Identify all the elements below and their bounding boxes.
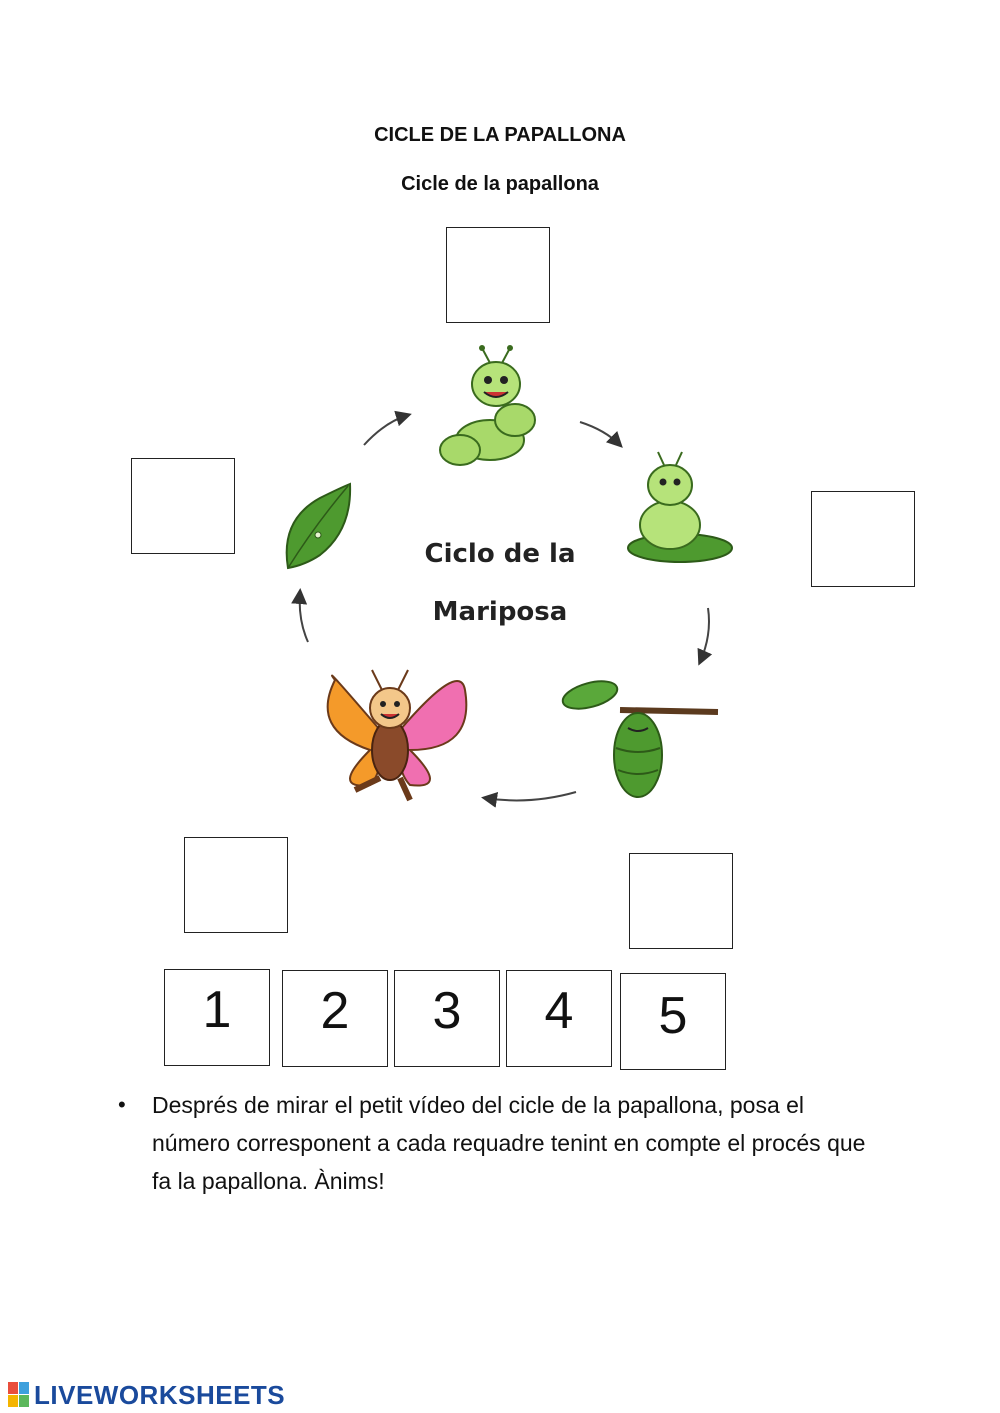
cycle-arrow [300, 592, 308, 642]
cycle-arrow [580, 422, 620, 445]
bullet: • [118, 1092, 126, 1117]
chrysalis-icon [560, 676, 718, 797]
cycle-arrow [700, 608, 709, 662]
number-tile-1[interactable]: 1 [164, 969, 270, 1066]
number-tile-4[interactable]: 4 [506, 970, 612, 1067]
answer-box-bottom-right[interactable] [629, 853, 733, 949]
number-tile-5[interactable]: 5 [620, 973, 726, 1070]
number-tile-3[interactable]: 3 [394, 970, 500, 1067]
brand-name: LIVEWORKSHEETS [34, 1380, 286, 1410]
answer-box-top[interactable] [446, 227, 550, 323]
cycle-arrow [364, 415, 408, 445]
logo-blocks-icon [8, 1382, 30, 1408]
cycle-arrow [485, 792, 576, 800]
answer-box-bottom-left[interactable] [184, 837, 288, 933]
butterfly-icon [328, 670, 467, 800]
egg-on-leaf-icon [287, 484, 350, 568]
answer-box-right[interactable] [811, 491, 915, 587]
butterfly-life-cycle-illustration [260, 330, 740, 830]
caterpillar-on-leaf-icon [628, 452, 732, 562]
page-title: CICLE DE LA PAPALLONA [374, 124, 626, 146]
cycle-center-label-line1: Ciclo de la [424, 539, 576, 569]
answer-box-left[interactable] [131, 458, 235, 554]
number-tile-2[interactable]: 2 [282, 970, 388, 1067]
page-subtitle: Cicle de la papallona [401, 173, 599, 195]
caterpillar-icon [440, 345, 535, 465]
instructions-text: Després de mirar el petit vídeo del cicle de la papallona, posa el número corresponent a cada requadre tenint en compte el procés que fa la papallona. Ànims! [152, 1092, 866, 1194]
cycle-center-label-line2: Mariposa [432, 597, 568, 627]
